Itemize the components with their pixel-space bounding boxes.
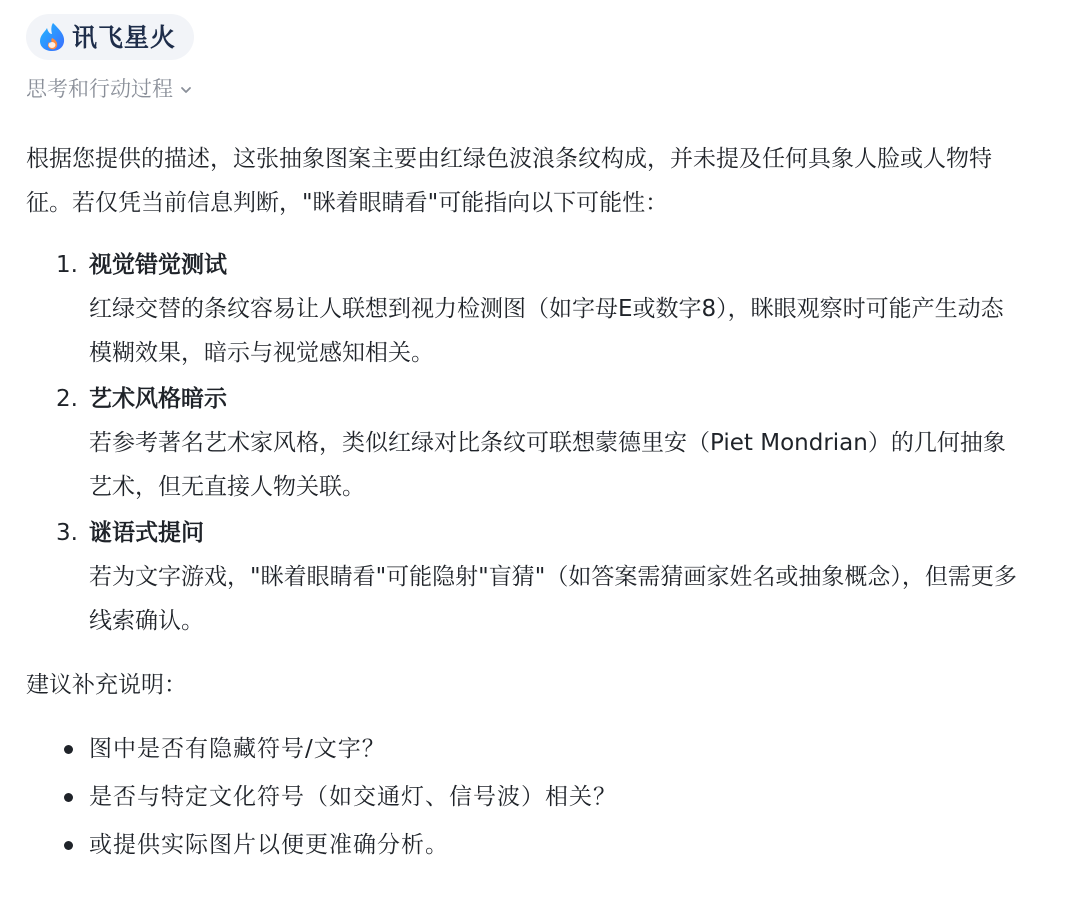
thinking-process-toggle[interactable]: [26, 74, 193, 104]
list-item-desc: 若为文字游戏，"眯着眼睛看"可能隐射"盲猜"（如答案需猜画家姓名或抽象概念），但需更多线索确认。: [89, 564, 1017, 634]
list-item: [26, 377, 1046, 509]
bullet-dot: [64, 745, 73, 754]
list-item-desc: 红绿交替的条纹容易让人联想到视力检测图（如字母E或数字8），眯眼观察时可能产生动态模糊效果，暗示与视觉感知相关。: [89, 296, 1004, 366]
list-item: [26, 725, 1046, 773]
suggestion-text: 图中是否有隐藏符号/文字？: [89, 736, 386, 762]
answer-body: [26, 137, 1046, 869]
spark-flame-icon: [38, 22, 66, 52]
list-item: [26, 243, 1046, 375]
list-item-title: 艺术风格暗示: [89, 386, 227, 412]
brand-badge: [26, 14, 194, 60]
list-item: [26, 773, 1046, 821]
bullet-dot: [64, 793, 73, 802]
thinking-process-label: 思考和行动过程: [26, 77, 173, 101]
list-item-title: 谜语式提问: [89, 520, 204, 546]
brand-name: 讯飞星火: [72, 22, 177, 52]
list-item: [26, 511, 1046, 643]
chevron-down-icon: [179, 83, 193, 97]
suggestion-text: 是否与特定文化符号（如交通灯、信号波）相关？: [89, 784, 617, 810]
list-number: 2.: [56, 386, 78, 412]
list-item-title: 视觉错觉测试: [89, 252, 227, 278]
bullet-dot: [64, 841, 73, 850]
suggestion-text: 或提供实际图片以便更准确分析。: [89, 832, 449, 858]
list-number: 3.: [56, 520, 78, 546]
list-number: 1.: [56, 252, 78, 278]
list-item: [26, 821, 1046, 869]
list-item-desc: 若参考著名艺术家风格，类似红绿对比条纹可联想蒙德里安（Piet Mondrian）的几何抽象艺术，但无直接人物关联。: [89, 430, 1006, 500]
possibility-list: [26, 243, 1046, 643]
suggestion-heading: 建议补充说明：: [26, 672, 187, 698]
answer-intro: 根据您提供的描述，这张抽象图案主要由红绿色波浪条纹构成，并未提及任何具象人脸或人物特征。若仅凭当前信息判断，"眯着眼睛看"可能指向以下可能性：: [26, 146, 992, 216]
suggestion-list: [26, 725, 1046, 869]
